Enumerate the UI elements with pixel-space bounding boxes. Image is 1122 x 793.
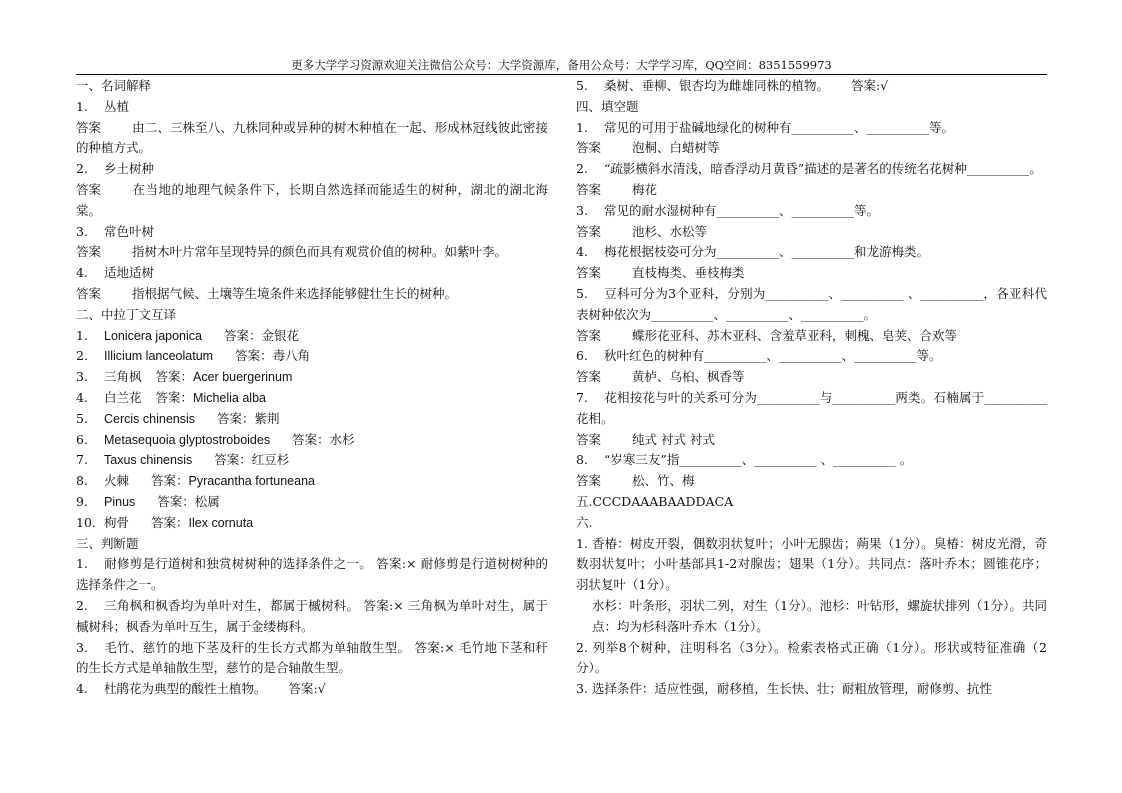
short-answer-paragraph: 3. 选择条件：适应性强，耐移植，生长快、壮；耐粗放管理，耐修剪、抗性	[576, 681, 992, 697]
fill-answer: 答案 纯式 衬式 衬式	[576, 431, 715, 447]
section-title-short-answer: 六.	[576, 514, 593, 530]
fill-question: 8. “岁寒三友”指__________、__________ 、__________ 。	[576, 452, 913, 468]
term-answer: 答案 在当地的地理气候条件下，长期自然选择而能适生的树种，湖北的湖北海棠。	[76, 181, 548, 218]
fill-answer: 答案 直枝梅类、垂枝梅类	[576, 265, 745, 281]
section-title-fill: 四、填空题	[576, 98, 639, 114]
judge-item: 4. 杜鹃花为典型的酸性土植物。 答案:√	[76, 681, 326, 697]
short-answer-paragraph: 2. 列举8个树种，注明科名（3分）。检索表格式正确（1分）。形状或特征准确（2分）。	[576, 639, 1047, 676]
fill-answer: 答案 池杉、水松等	[576, 223, 708, 239]
fill-answer: 答案 梅花	[576, 181, 658, 197]
fill-answer: 答案 泡桐、白蜡树等	[576, 140, 720, 156]
section-title-terms: 一、名词解释	[76, 78, 152, 93]
term-item: 3. 常色叶树	[76, 223, 155, 239]
short-answer-paragraph: 水杉：叶条形，羽状二列，对生（1分）。池杉：叶钻形，螺旋状排列（1分）。共同点：均为杉科落叶乔木（1分）。	[592, 597, 1047, 634]
fill-question: 5. 豆科可分为3个亚科，分别为__________、__________ 、__________，各亚科代表树种依次为__________、__________、__________。	[576, 285, 1047, 322]
left-column	[76, 76, 548, 700]
judge-item: 5. 桑树、垂柳、银杏均为雌雄同株的植物。 答案:√	[576, 78, 889, 93]
fill-question: 6. 秋叶红色的树种有__________、__________、__________等。	[576, 348, 942, 364]
section-title-latin: 二、中拉丁文互译	[76, 306, 177, 322]
fill-answer: 答案 蝶形花亚科、苏木亚科、含羞草亚科，刺槐、皂荚、合欢等	[576, 327, 958, 343]
right-column	[576, 76, 1047, 700]
fill-question: 4. 梅花根据枝姿可分为__________、__________和龙游梅类。	[576, 244, 930, 260]
latin-item: 5. Cercis chinensis 答案：紫荆	[76, 410, 280, 426]
short-answer-paragraph: 1. 香椿：树皮开裂，偶数羽状复叶；小叶无腺齿；蒴果（1分）。臭椿：树皮光滑，奇数羽状复叶；小叶基部具1-2对腺齿；翅果（1分）。共同点：落叶乔木；圆锥花序；羽状复叶（1分）。	[576, 535, 1047, 593]
latin-item: 10. 枸骨 答案：Ilex cornuta	[76, 514, 254, 530]
fill-question: 2. “疏影横斜水清浅，暗香浮动月黄昏”描述的是著名的传统名花树种__________。	[576, 161, 1042, 177]
latin-item: 8. 火棘 答案：Pyracantha fortuneana	[76, 473, 315, 489]
term-item: 1. 丛植	[76, 98, 130, 114]
fill-question: 3. 常见的耐水湿树种有__________、__________等。	[576, 202, 880, 218]
fill-question: 7. 花相按花与叶的关系可分为__________与__________两类。石楠属于__________花相。	[576, 389, 1047, 426]
latin-item: 1. Lonicera japonica 答案：金银花	[76, 327, 300, 343]
fill-question: 1. 常见的可用于盐碱地绿化的树种有__________、__________等。	[576, 119, 955, 135]
latin-item: 9. Pinus 答案：松属	[76, 493, 220, 509]
term-item: 4. 适地适树	[76, 265, 155, 281]
judge-item: 1. 耐修剪是行道树和独赏树树种的选择条件之一。 答案:× 耐修剪是行道树树种的选择条件之一。	[76, 556, 548, 593]
page-header: 更多大学学习资源欢迎关注微信公众号：大学资源库，备用公众号：大学学习库，QQ空间：8351559973	[76, 57, 1047, 75]
latin-item: 4. 白兰花 答案：Michelia alba	[76, 389, 266, 405]
section-choice-answers: 五.CCCDAAABAADDACA	[576, 493, 734, 509]
term-answer: 答案 由二、三株至八、九株同种或异种的树木种植在一起、形成林冠线彼此密接的种植方式。	[76, 119, 548, 156]
latin-item: 3. 三角枫 答案：Acer buergerinum	[76, 369, 293, 385]
fill-answer: 答案 松、竹、梅	[576, 473, 695, 489]
term-answer: 答案 指树木叶片常年呈现特异的颜色而具有观赏价值的树种。如紫叶李。	[76, 244, 508, 260]
judge-item: 2. 三角枫和枫香均为单叶对生，都属于槭树科。 答案:× 三角枫为单叶对生，属于槭树科；枫香为单叶互生，属于金缕梅科。	[76, 597, 548, 634]
judge-item: 3. 毛竹、慈竹的地下茎及秆的生长方式都为单轴散生型。 答案:× 毛竹地下茎和秆的生长方式是单轴散生型，慈竹的是合轴散生型。	[76, 639, 548, 676]
latin-item: 7. Taxus chinensis 答案：红豆杉	[76, 452, 290, 468]
section-title-judge: 三、判断题	[76, 535, 139, 551]
latin-item: 2. Illicium lanceolatum 答案：毒八角	[76, 348, 311, 364]
latin-item: 6. Metasequoia glyptostroboides 答案：水杉	[76, 431, 355, 447]
term-answer: 答案 指根据气候、土壤等生境条件来选择能够健壮生长的树种。	[76, 285, 458, 301]
term-item: 2. 乡土树种	[76, 161, 155, 177]
fill-answer: 答案 黄栌、乌桕、枫香等	[576, 369, 745, 385]
